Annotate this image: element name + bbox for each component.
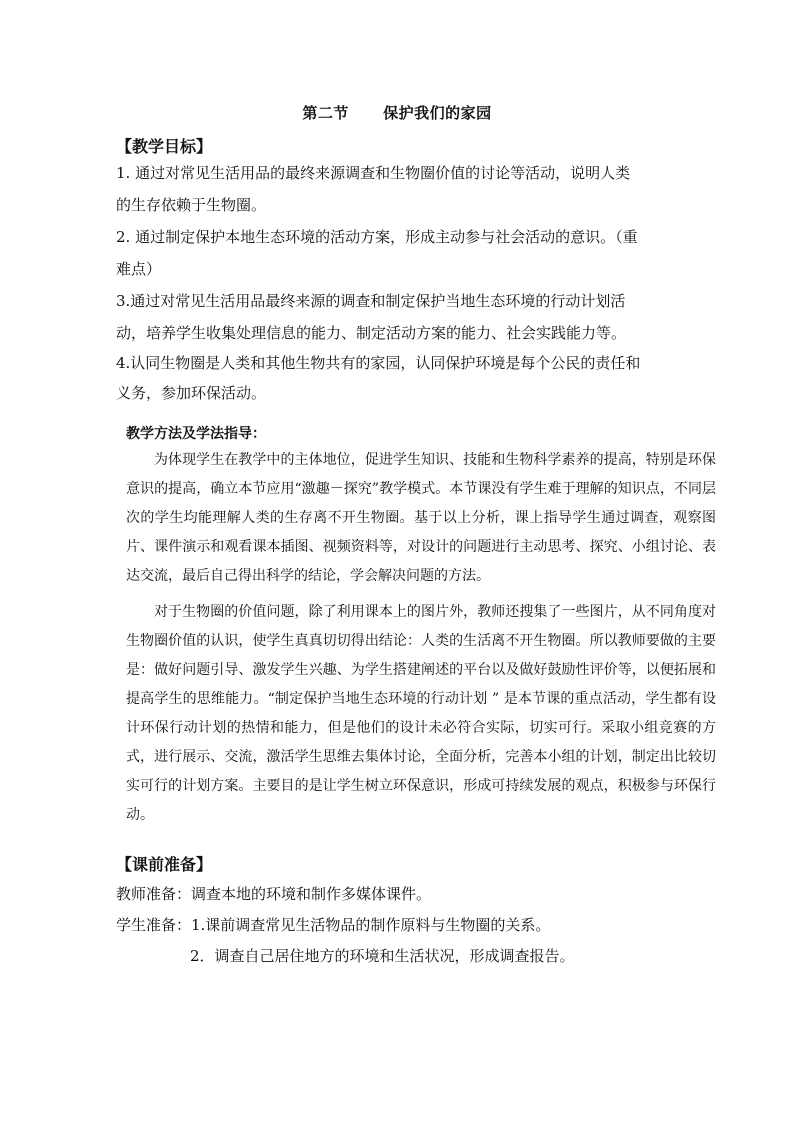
teacher-preparation: 教师准备：调查本地的环境和制作多媒体课件。 xyxy=(116,885,432,903)
student-preparation-2: 2．调查自己居住地方的环境和生活状况，形成调查报告。 xyxy=(190,947,575,965)
methods-paragraph-1: 为体现学生在教学中的主体地位，促进学生知识、技能和生物科学素养的提高，特别是环保意识的提高，确立本节应用“激趣－探究”教学模式。本节课没有学生难于理解的知识点，不同层次的学生均能理解人类的生存离不开生物圈。基于以上分析，课上指导学生通过调查，观察图片、课件演示和观看课本插图、视频资料等，对设计的问题进行主动思考、探究、小组讨论、表达交流，最后自己得出科学的结论，学会解决问题的方法。 xyxy=(126,452,716,584)
objectives-heading: 【教学目标】 xyxy=(116,137,213,156)
objective-line-4: 难点） xyxy=(116,260,162,278)
objective-line-6: 动，培养学生收集处理信息的能力、制定活动方案的能力、社会实践能力等。 xyxy=(116,324,627,342)
page-title: 第二节 保护我们的家园 xyxy=(302,104,492,122)
objective-line-8: 义务，参加环保活动。 xyxy=(116,384,267,402)
objective-line-7: 4.认同生物圈是人类和其他生物共有的家园，认同保护环境是每个公民的责任和 xyxy=(116,354,641,372)
objective-line-1: 1. 通过对常见生活用品的最终来源调查和生物圈价值的讨论等活动，说明人类 xyxy=(116,164,631,182)
objective-line-5: 3.通过对常见生活用品最终来源的调查和制定保护当地生态环境的行动计划活 xyxy=(116,292,626,310)
methods-heading: 教学方法及学法指导： xyxy=(126,426,266,442)
preparation-heading: 【课前准备】 xyxy=(116,855,213,874)
methods-paragraph-2: 对于生物圈的价值问题，除了利用课本上的图片外，教师还搜集了一些图片，从不同角度对生物圈价值的认识，使学生真真切切得出结论：人类的生活离不开生物圈。所以教师要做的主要是：做好问题引导、激发学生兴趣、为学生搭建阐述的平台以及做好鼓励性评价等，以便拓展和提高学生的思维能力。“制定保护当地生态环境的行动计划 ” 是本节课的重点活动，学生都有设计环保行动计划的热情和能力，但是他们的设计未必符合实际，切实可行。采取小组竞赛的方式，进行展示、交流，激活学生思维去集体讨论，全面分析，完善本小组的计划，制定出比较切实可行的计划方案。主要目的是让学生树立环保意识，形成可持续发展的观点，积极参与环保行动。 xyxy=(126,604,716,823)
objective-line-3: 2. 通过制定保护本地生态环境的活动方案，形成主动参与社会活动的意识。（重 xyxy=(116,228,638,246)
objective-line-2: 的生存依赖于生物圈。 xyxy=(116,196,267,214)
student-preparation-1: 学生准备：1.课前调查常见生活物品的制作原料与生物圈的关系。 xyxy=(116,916,551,934)
